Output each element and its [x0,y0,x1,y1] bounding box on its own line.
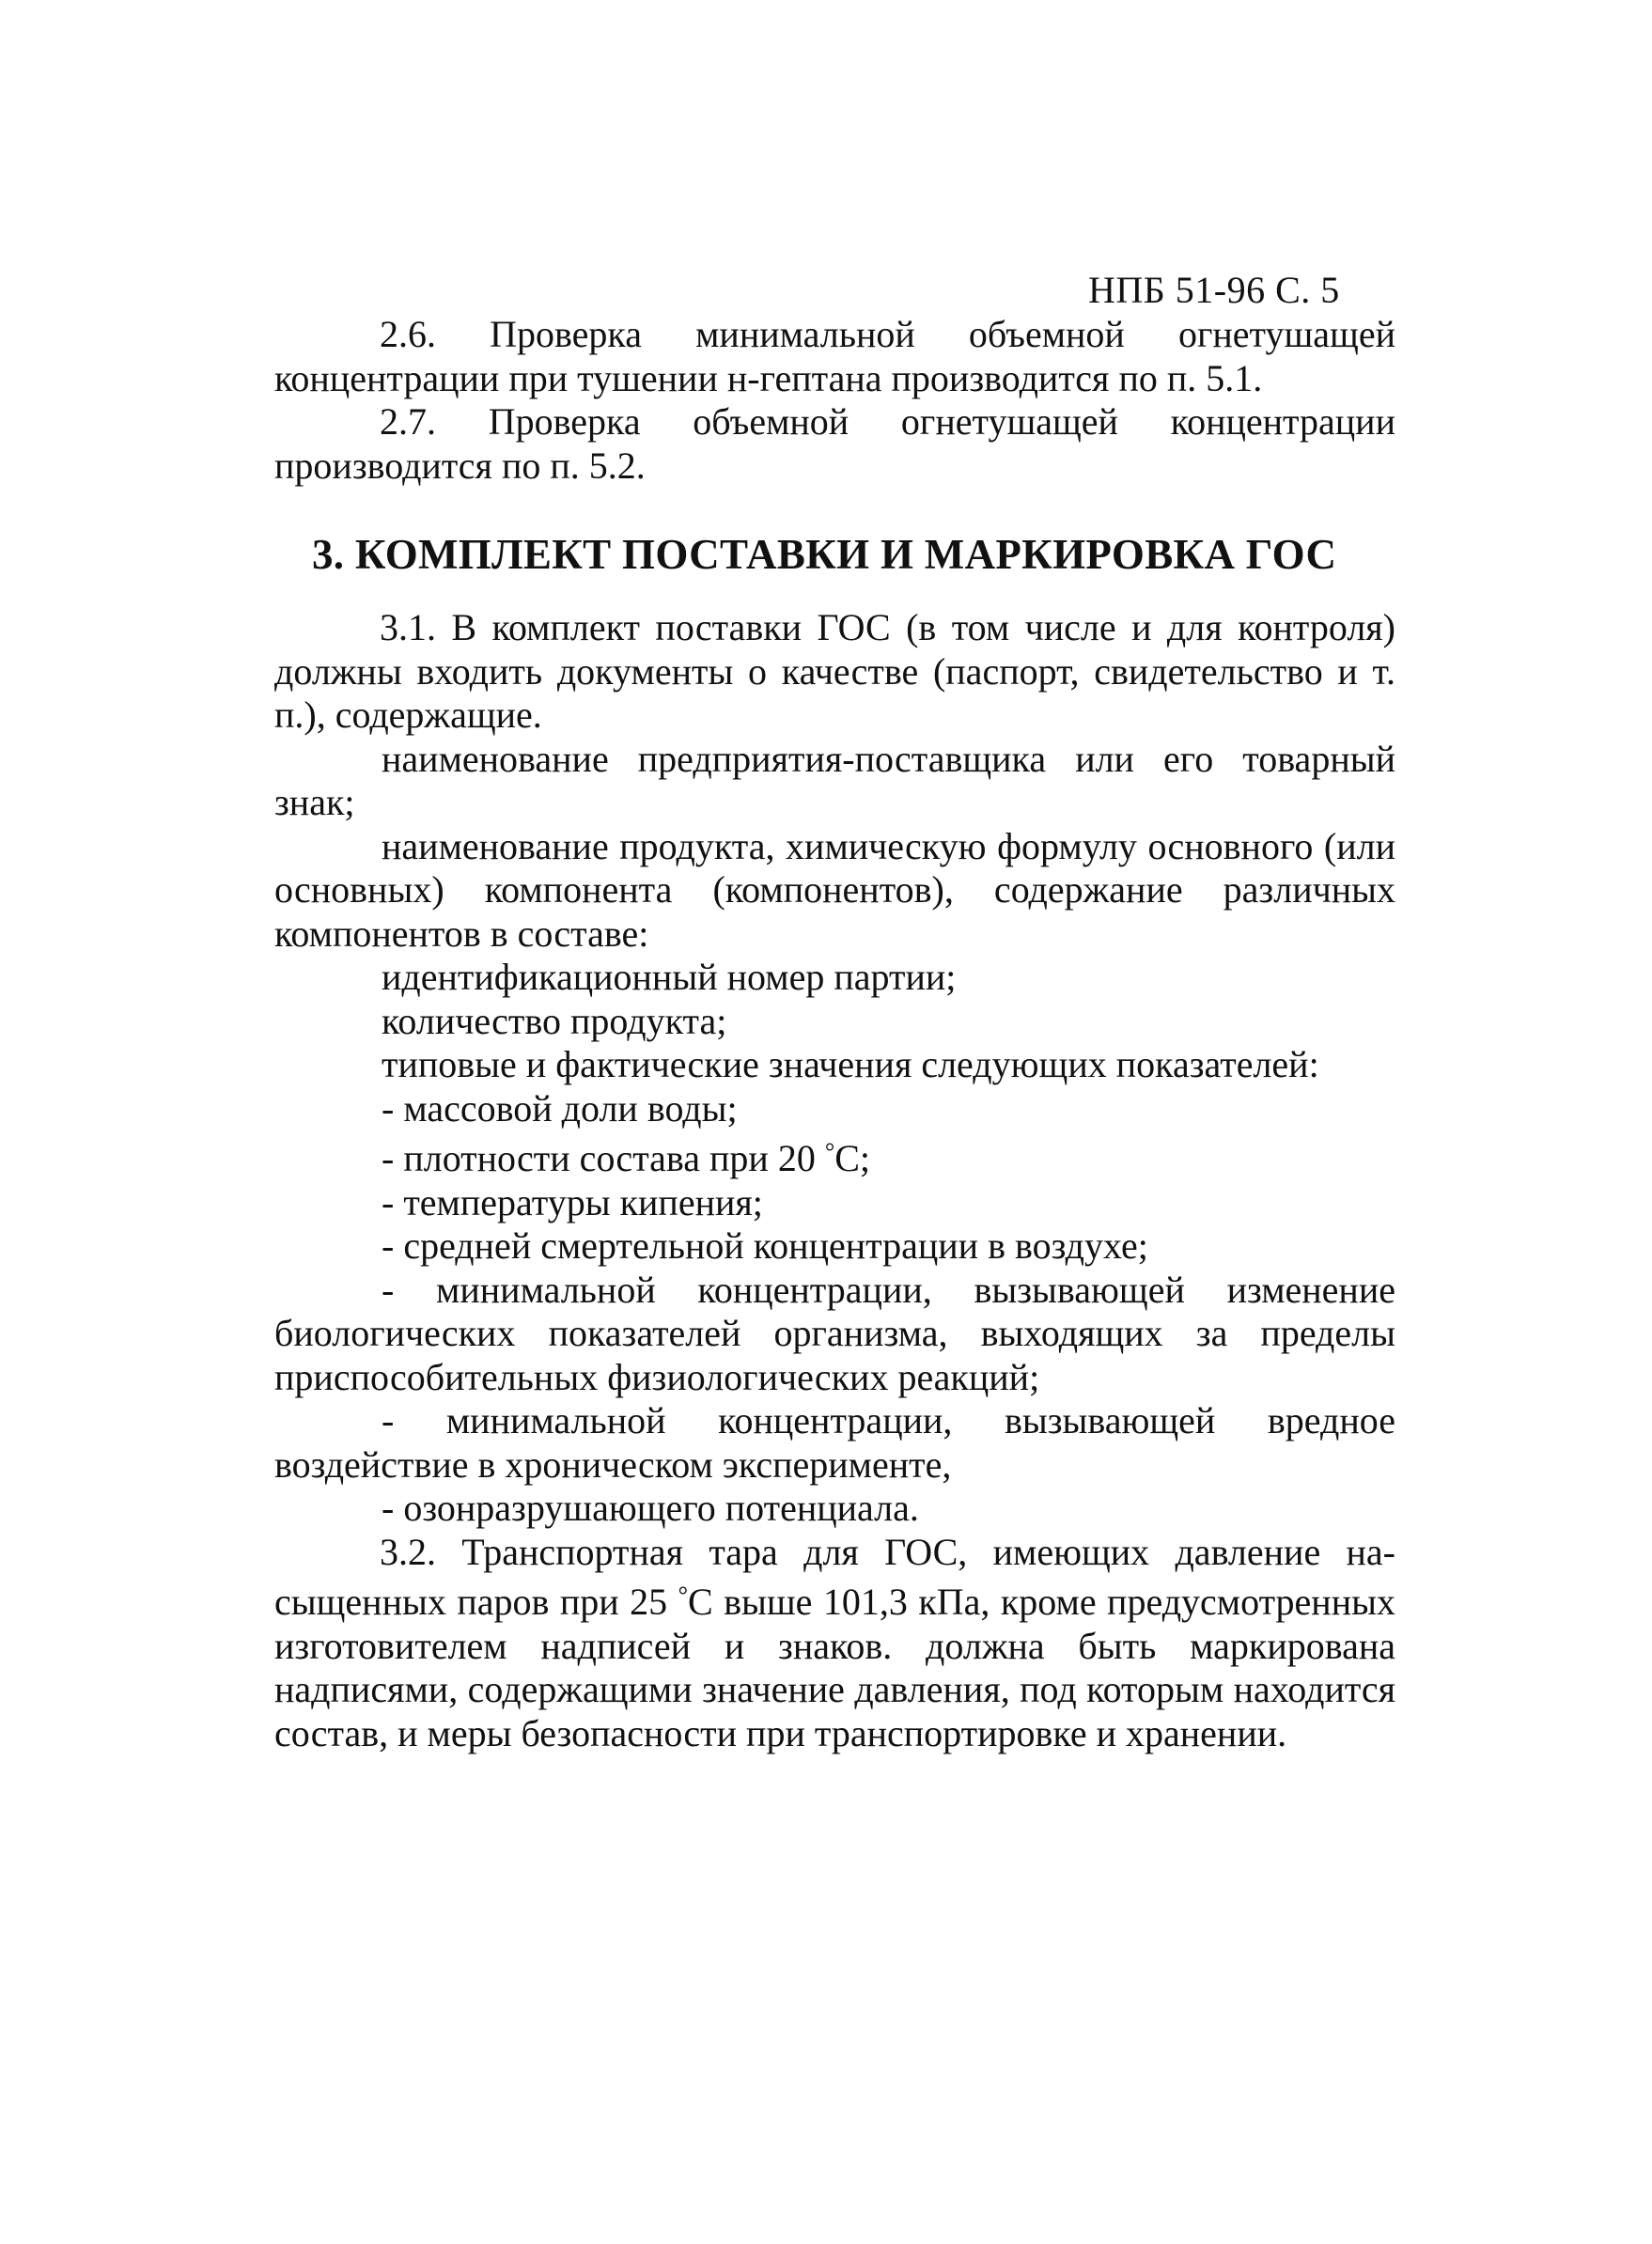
degree-sign: ° [678,1582,688,1609]
document-body [274,313,1395,1755]
degree-sign: ° [824,1138,835,1165]
section-3-title: 3. КОМПЛЕКТ ПОСТАВКИ И МАРКИРОВКА ГОС [312,531,1337,578]
clause-3-2-text-end: С выше 101,3 кПа, кроме предусмотренных изготовителем надписей и знаков. должна быть маркирована надписями, содержащими значение давления, под которым находится состав, и меры безопасности при транспортировке и хранении. [274,1581,1395,1754]
clause-2-6: 2.6. Проверка минимальной объемной огнетушащей концентрации при тушении н-гептана производится по п. 5.1. [274,313,1395,399]
clause-3-2-text-start: 3.2. Транспортная тара для ГОС, имеющих давление насыщенных паров при 25 [274,1530,1395,1623]
list-item-water-fraction: - массовой доли воды; [382,1086,738,1130]
list-item-quantity: количество продукта; [382,999,727,1042]
list-item-min-concentration-chronic: - минимальной концентрации, вызывающей вредное воздействие в хроническом эксперименте, [274,1399,1395,1486]
document-reference: НПБ 51-96 С. 5 [1088,269,1340,311]
list-item-indicators: типовые и фактические значения следующих показателей: [382,1043,1319,1085]
clause-2-7: 2.7. Проверка объемной огнетушащей концентрации производится по п. 5.2. [274,400,1395,487]
list-item-lethal-concentration: - средней смертельной концентрации в воздухе; [382,1224,1148,1267]
clause-3-1: 3.1. В комплект поставки ГОС (в том числе и для контроля) должны входить документы о качестве (паспорт, свидетельство и т. п.), содержащие. [274,606,1395,736]
list-item-density [274,1130,1395,1181]
list-item-supplier-name: наименование предприятия-поставщика или его товарный знак; [274,737,1395,823]
list-item-boiling-temperature: - температуры кипения; [382,1180,763,1223]
density-text: - плотности состава при 20 [382,1137,825,1179]
density-unit: С; [834,1137,871,1179]
clause-3-2 [274,1531,1395,1756]
list-item-product-name: наименование продукта, химическую формулу основного (или основных) компонента (компонентов), содержание различных компонентов в составе: [274,824,1395,955]
page-header [1088,268,1340,313]
list-item-ozone-potential: - озонразрушающего потенциала. [382,1487,919,1529]
list-item-batch-number: идентификационный номер партии; [382,956,957,998]
list-item-min-concentration-bio: - минимальной концентрации, вызывающей изменение биологических показателей организма, выходящих за пределы приспособительных физиологических реакций; [274,1268,1395,1398]
